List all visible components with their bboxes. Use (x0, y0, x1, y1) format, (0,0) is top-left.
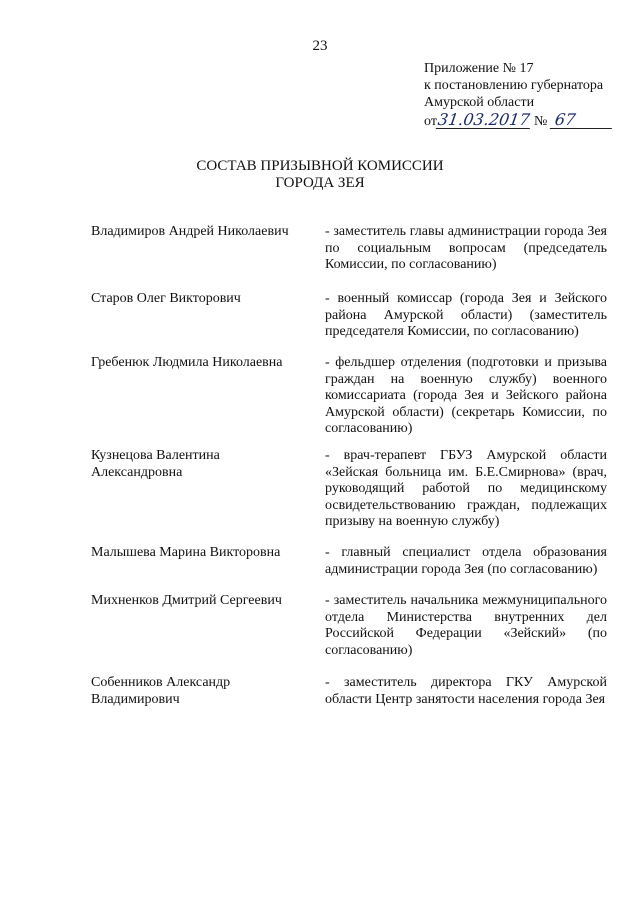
member-role: - заместитель главы администрации города Зея по социальным вопросам (председатель Комиссии, по согласованию) (325, 224, 607, 273)
member-name: Кузнецова Валентина Александровна (91, 448, 220, 480)
appendix-line-2: к постановлению губернатора (424, 78, 604, 93)
appendix-line-1: Приложение № 17 (424, 61, 534, 76)
title-line-1: СОСТАВ ПРИЗЫВНОЙ КОМИССИИ (196, 158, 444, 174)
document-title (0, 158, 640, 192)
appendix-line-3: Амурской области (424, 95, 535, 110)
member-role: - военный комиссар (города Зея и Зейского района Амурской области) (заместитель председателя Комиссии, по согласованию) (325, 291, 607, 340)
decree-date: 31.03.2017 (436, 110, 531, 129)
page-number: 23 (312, 38, 328, 54)
member-name: Михненков Дмитрий Сергеевич (91, 593, 282, 608)
member-role: - главный специалист отдела образования администрации города Зея (по согласованию) (325, 545, 607, 577)
decree-number: 67 (550, 111, 615, 129)
number-prefix: № (534, 114, 548, 129)
title-line-2: ГОРОДА ЗЕЯ (275, 175, 365, 191)
decree-date-line (424, 111, 613, 130)
appendix-header (424, 60, 613, 130)
member-name: Старов Олег Викторович (91, 291, 241, 306)
member-role: - фельдшер отделения (подготовки и призыва граждан на военную службу) военного комиссариата (города Зея и Зейского района Амурской области) (секретарь Комиссии, по согласованию) (325, 355, 607, 437)
member-name: Владимиров Андрей Николаевич (91, 224, 289, 239)
date-prefix: от (424, 114, 437, 129)
member-name: Гребенюк Людмила Николаевна (91, 355, 283, 370)
member-name: Малышева Марина Викторовна (91, 545, 281, 560)
member-role: - заместитель начальника межмуниципального отдела Министерства внутренних дел Российской Федерации «Зейский» (по согласованию) (325, 593, 607, 658)
member-role: - заместитель директора ГКУ Амурской области Центр занятости населения города Зея (325, 675, 607, 707)
member-role: - врач-терапевт ГБУЗ Амурской области «Зейская больница им. Б.Е.Смирнова» (врач, руководящий работой по медицинскому освидетельствованию граждан, подлежащих призыву на военную службу) (325, 448, 607, 530)
member-name: Собенников Александр Владимирович (91, 675, 231, 707)
